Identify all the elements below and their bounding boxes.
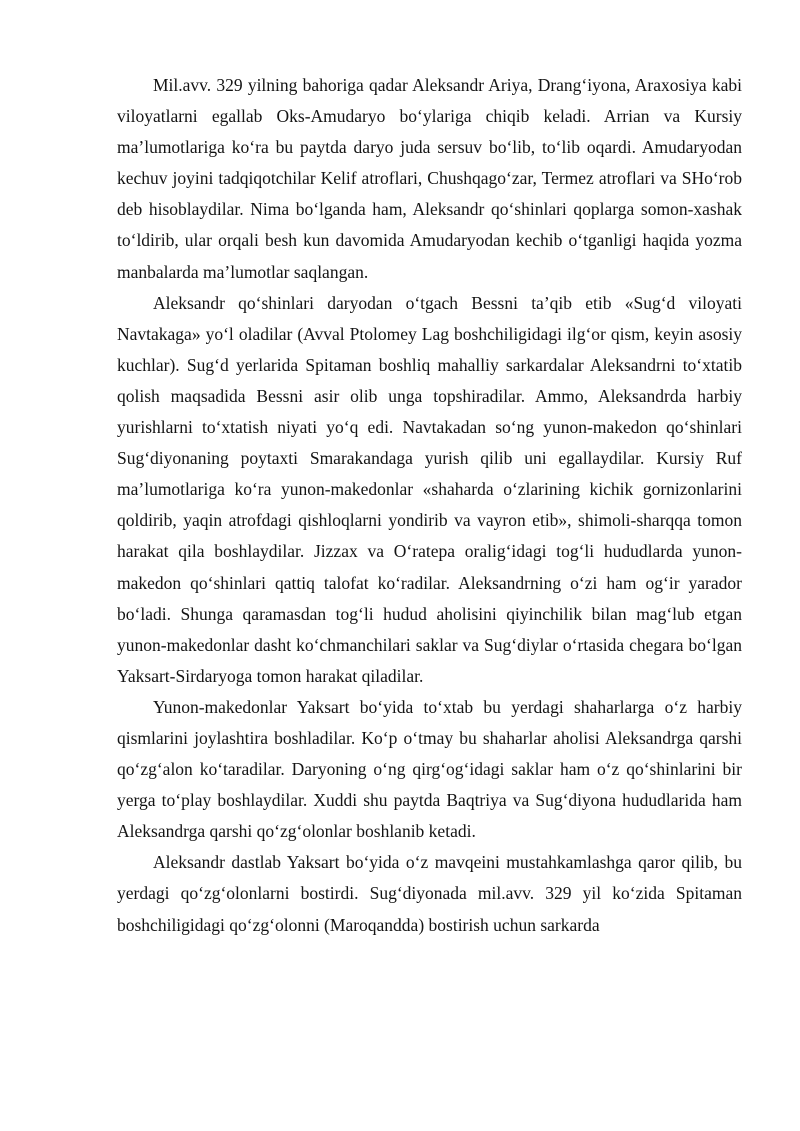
document-page: [117, 70, 742, 941]
paragraph-2: Aleksandr qo‘shinlari daryodan o‘tgach Bessni ta’qib etib «Sug‘d viloyati Navtakaga» yo‘l oladilar (Avval Ptolomey Lag boshchiligidagi ilg‘or qism, keyin asosiy kuchlar). Sug‘d yerlarida Spitaman boshliq mahalliy sarkardalar Aleksandrni to‘xtatib qolish maqsadida Bessni asir olib unga topshiradilar. Ammo, Aleksandrda harbiy yurishlarni to‘xtatish niyati yo‘q edi. Navtakadan so‘ng yunon-makedon qo‘shinlari Sug‘diyonaning poytaxti Smarakandaga yurish qilib uni egallaydilar. Kursiy Ruf ma’lumotlariga ko‘ra yunon-makedonlar «shaharda o‘zlarining kichik gornizonlarini qoldirib, yaqin atrofdagi qishloqlarni yondirib va vayron etib», shimoli-sharqqa tomon harakat qila boshlaydilar. Jizzax va O‘ratepa oralig‘idagi tog‘li hududlarda yunon-makedon qo‘shinlari qattiq talofat ko‘radilar. Aleksandrning o‘zi ham og‘ir yarador bo‘ladi. Shunga qaramasdan tog‘li hudud aholisini qiyinchilik bilan mag‘lub etgan yunon-makedonlar dasht ko‘chmanchilari saklar va Sug‘diylar o‘rtasida chegara bo‘lgan Yaksart-Sirdaryoga tomon harakat qiladilar.: [117, 292, 742, 686]
paragraph-1: Mil.avv. 329 yilning bahoriga qadar Aleksandr Ariya, Drang‘iyona, Araxosiya kabi viloyatlarni egallab Oks-Amudaryo bo‘ylariga chiqib keladi. Arrian va Kursiy ma’lumotlariga ko‘ra bu paytda daryo juda sersuv bo‘lib, to‘lib oqardi. Amudaryodan kechuv joyini tadqiqotchilar Kelif atroflari, Chushqago‘zar, Termez atroflari va SHo‘rob deb hisoblaydilar. Nima bo‘lganda ham, Aleksandr qo‘shinlari qoplarga somon-xashak to‘ldirib, ular orqali besh kun davomida Amudaryodan kechib o‘tganligi haqida yozma manbalarda ma’lumotlar saqlangan.: [117, 75, 742, 282]
paragraph-4: Aleksandr dastlab Yaksart bo‘yida o‘z mavqeini mustahkamlashga qaror qilib, bu yerdagi qo‘zg‘olonlarni bostirdi. Sug‘diyonada mil.avv. 329 yil ko‘zida Spitaman boshchiligidagi qo‘zg‘olonni (Maroqandda) bostirish uchun sarkarda: [117, 852, 742, 935]
paragraph-3: Yunon-makedonlar Yaksart bo‘yida to‘xtab bu yerdagi shaharlarga o‘z harbiy qismlarini joylashtira boshladilar. Ko‘p o‘tmay bu shaharlar aholisi Aleksandrga qarshi qo‘zg‘alon ko‘taradilar. Daryoning o‘ng qirg‘og‘idagi saklar ham o‘z qo‘shinlarini bir yerga to‘play boshlaydilar. Xuddi shu paytda Baqtriya va Sug‘diyona hududlarida ham Aleksandrga qarshi qo‘zg‘olonlar boshlanib ketadi.: [117, 696, 742, 842]
